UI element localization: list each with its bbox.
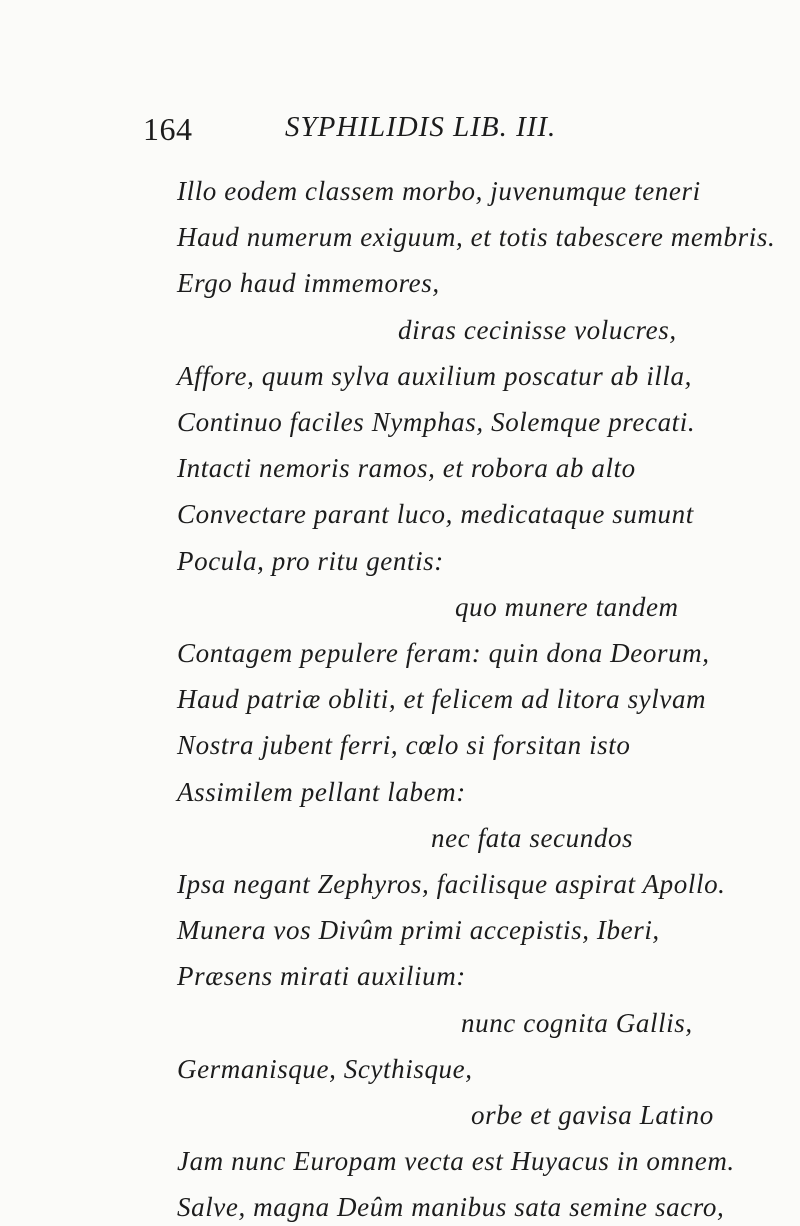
verse-line: nec fata secundos [431, 822, 634, 853]
verse-line: Affore, quum sylva auxilium poscatur ab illa, [177, 360, 692, 391]
verse-line: Ergo haud immemores, [177, 268, 440, 299]
verse-line: Assimilem pellant labem: [177, 776, 466, 807]
verse-line: orbe et gavisa Latino [471, 1100, 714, 1130]
verse-line: Nostra jubent ferri, cœlo si forsitan isto [177, 730, 631, 761]
verse-line: quo munere tandem [455, 591, 679, 622]
running-title: SYPHILIDIS LIB. III. [285, 111, 557, 143]
verse-line: diras cecinisse volucres, [398, 314, 677, 345]
page-number: 164 [143, 111, 193, 147]
verse-line: Germanisque, Scythisque, [177, 1053, 473, 1084]
verse-line: Convectare parant luco, medicataque sumunt [177, 499, 694, 530]
verse-line: Haud numerum exiguum, et totis tabescere membris. [177, 222, 776, 253]
verse-line: Haud patriæ obliti, et felicem ad litora sylvam [177, 684, 707, 715]
verse-line: Salve, magna Deûm manibus sata semine sacro, [177, 1192, 725, 1223]
verse-line: Illo eodem classem morbo, juvenumque teneri [177, 176, 701, 206]
verse-line: Contagem pepulere feram: quin dona Deorum, [177, 638, 710, 668]
verse-line: Præsens mirati auxilium: [177, 961, 466, 992]
verse-line: Continuo faciles Nymphas, Solemque precati. [177, 407, 696, 437]
verse-line: Ipsa negant Zephyros, facilisque aspirat Apollo. [177, 869, 726, 899]
verse-line: Jam nunc Europam vecta est Huyacus in omnem. [177, 1146, 735, 1177]
verse-line: Intacti nemoris ramos, et robora ab alto [177, 453, 636, 484]
verse-line: Pocula, pro ritu gentis: [177, 545, 444, 576]
verse-line: Munera vos Divûm primi accepistis, Iberi, [177, 915, 660, 946]
verse-line: nunc cognita Gallis, [461, 1007, 693, 1038]
